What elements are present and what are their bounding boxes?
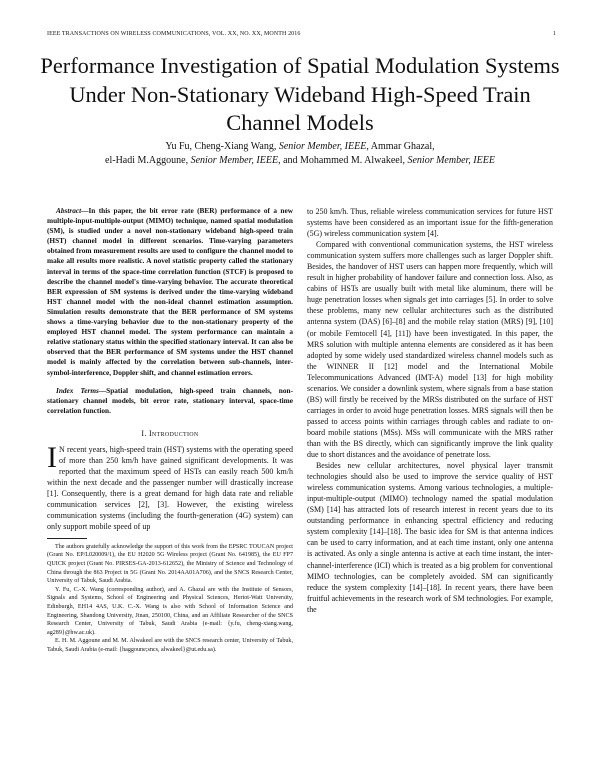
abstract-label: Abstract: [56, 206, 82, 215]
left-column: [47, 206, 293, 655]
author-list: [40, 140, 560, 167]
footnote-affiliation-2: E. H. M. Aggoune and M. M. Alwakeel are with the SNCS research center, University of Tabuk, Tabuk, Saudi Arabia (e-mail: {haggoune;sncs, alwakeel}@ut.edu.sa).: [47, 638, 293, 653]
paper-title: Performance Investigation of Spatial Modulation Systems Under Non-Stationary Wideband High-Speed Train Channel Models: [40, 53, 560, 135]
journal-header: IEEE TRANSACTIONS ON WIRELESS COMMUNICATIONS, VOL. XX, NO. XX, MONTH 2016: [47, 31, 301, 37]
index-terms-text: —Spatial modulation, high-speed train channels, non-stationary channel models, bit error rate, stationary interval, space-time correlation function.: [47, 385, 293, 415]
section-heading-introduction: I. Introduction: [141, 428, 199, 438]
drop-cap: I: [47, 440, 57, 474]
introduction-paragraph: [47, 440, 293, 532]
footnote-funding: The authors gratefully acknowledge the support of this work from the EPSRC TOUCAN project (Grant No. EP/L020009/1), the EU H2020 5G Wireless project (Grant No. 641985), the EU FP7 QUICK project (Grant No. PIRSES-GA-2013-612652), the Ministry of Science and Technology of China through the 863 Project in 5G (Grant No. 2014AA01A706), and the SNCS Research Center, University of Tabuk, Saudi Arabia.: [47, 543, 293, 585]
introduction-text: N recent years, high-speed train (HST) systems with the operating speed of more than 250 km/h have gained significant developments. It was reported that the maximum speed of HSTs can easily reach 500 km/h within the next decade and the passenger number will drastically increase [1]. Consequently, there is a great demand for high data rate and reliable communication services [2], [3]. However, the existing wireless communication systems (including the fourth-generation (4G) system) can only support mobile speed of up: [47, 444, 293, 531]
index-terms-label: Index Terms: [56, 385, 99, 395]
author-line-1: Yu Fu, Cheng-Xiang Wang, Senior Member, IEEE, Ammar Ghazal,: [165, 141, 435, 152]
right-column: [307, 206, 553, 615]
body-paragraph: to 250 km/h. Thus, reliable wireless communication services for future HST systems have been considered as an important issue for the fifth-generation (5G) wireless communication system [4].: [307, 207, 553, 239]
body-paragraph: Compared with conventional communication systems, the HST wireless communication system suffers more challenges such as larger Doppler shift. Besides, the handover of HST users can happen more frequently, which will result in higher probability of handover failure and connection loss. Also, as cabins of HSTs are usually built with metal like aluminum, there will be huge penetration losses when signals get into carriages [5]. In order to solve these problems, many new cellular architectures such as the distributed antenna system (DAS) [6]–[8] and the mobile relay station (MRS) [9], [10] (or mobile Femtocell [4], [11]) have been investigated. In this paper, the MRS solution with multiple antenna elements are considered as it has been adopted by some widely used standardized wireless channel models such as the WINNER II [12] model and the International Mobile Telecommunications Advanced (IMT-A) model [13] for high mobility scenarios. We consider a downlink system, where signals from a base station (BS) will firstly be received by the MRSs distributed on the surface of HST carriages in order to avoid huge penetration losses. MRS signals will then be passed to access points within carriages through cables and radiate to on-board mobile stations (MSs). MSs will communicate with the MRS rather than with the BS directly, which can significantly improve the link quality due to short distances and the avoidance of penetrate loss.: [307, 240, 553, 460]
index-terms: [47, 386, 293, 416]
footnote-divider: [47, 538, 87, 539]
footnote-affiliation-1: Y. Fu, C.-X. Wang (corresponding author), and A. Ghazal are with the Institute of Sensors, Signals and Systems, School of Engineering and Physical Sciences, Heriot-Watt University, Edinburgh, EH14 4AS, U.K. C.-X. Wang is also with School of Information Science and Engineering, Shandong University, Jinan, 250100, China, and an Affiliate Researcher of the SNCS Research Center, University of Tabuk, Saudi Arabia (e-mail: {y.fu, cheng-xiang.wang, ag289}@hw.ac.uk).: [47, 586, 293, 636]
abstract-text: —In this paper, the bit error rate (BER) performance of a new multiple-input-multiple-output (MIMO) technique, named spatial modulation (SM), is studied under a novel non-stationary wideband high-speed train (HST) channel model in different scenarios. Time-varying parameters obtained from measurement results are used to configure the channel model to make all results more realistic. A novel statistic property called the stationary interval in terms of the space-time correlation function (STCF) is proposed to describe the channel model's time-varying behavior. The accurate theoretical BER expression of SM systems is derived under the time-varying wideband HST channel model with the non-ideal channel estimation assumption. Simulation results demonstrate that the BER performance of SM systems shows a time-varying behavior due to the non-stationary property of the employed HST channel model. The system performance can maintain a relative stationary status within the specified stationary interval. It can also be observed that the BER performance of SM systems under the HST channel model is mainly affected by the correlation between sub-channels, inter-symbol-interference, Doppler shift, and channel estimation errors.: [47, 206, 293, 377]
body-paragraph: Besides new cellular architectures, novel physical layer transmit technologies should also be used to improve the service quality of HST wireless communication systems. Among various technologies, a multiple-input-multiple-output (MIMO) technology named the spatial modulation (SM) [14] has attracted lots of research interest in recent years due to its outstanding performance in enhancing spectral efficiency and reducing system complexity [14]–[18]. The basic idea for SM is that antenna indices can be used to carry information, and at each time instant, only one antenna is activated. As only a single antenna is active at each time instant, the inter-channel-interference (ICI) which is treated as a big problem for conventional MIMO technologies, can be completely avoided. SM can significantly reduce the system complexity [14]–[18]. In recent years, there have been fruitful achievements in the research work of SM technologies. For example, the: [307, 461, 553, 614]
running-head: [47, 31, 556, 37]
abstract: [47, 206, 293, 378]
author-line-2: el-Hadi M.Aggoune, Senior Member, IEEE, and Mohammed M. Alwakeel, Senior Member, IEEE: [105, 154, 495, 166]
page-number: 1: [552, 31, 556, 37]
